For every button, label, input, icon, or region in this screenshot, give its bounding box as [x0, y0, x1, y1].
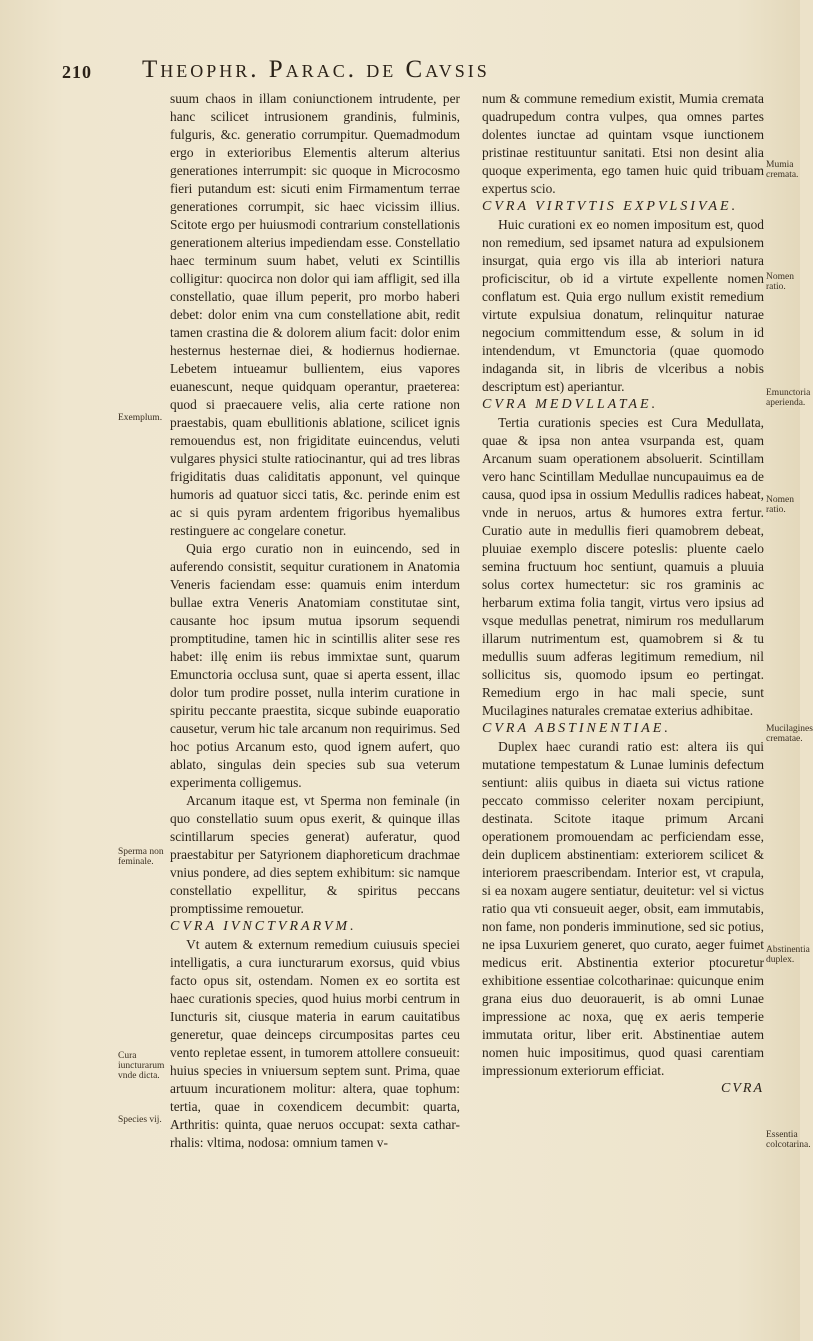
margin-note-nomen-ratio-1: Nomen ratio.: [766, 272, 794, 292]
page-number: 210: [62, 62, 92, 82]
margin-note-species: Species vij.: [118, 1115, 162, 1125]
margin-note-sperma: Sperma non feminale.: [118, 847, 164, 867]
margin-note-mucilagines: Mucilagines crematae.: [766, 724, 813, 744]
left-column: [170, 90, 460, 1152]
margin-note-emunctoria: Emunctoria aperienda.: [766, 388, 811, 408]
margin-note-essentia: Essentia colcotarina.: [766, 1130, 811, 1150]
section-heading-cura-iuncturarum: CVRA IVNCTVRARVM.: [170, 919, 357, 934]
section-heading-cura-virtutis: CVRA VIRTVTIS EXPVLSIVAE.: [482, 199, 739, 214]
catchword: CVRA: [721, 1081, 764, 1096]
left-paragraph-2: Quia ergo curatio non in euincendo, sed in auferendo consistit, sequitur curationem in Anatomia Veneris faciendam esse: quamuis enim interdum bullae extra Veneris Anatomiam constitutae sint, causante hoc ipsum mutua ipsorum sequendi promptitudine, tamen hic in scintillis aliter sese res habet: illę enim iis rebus immixtae sunt, quarum Emunctoria occlusa sunt, quae si aperta essent, illac dolor tum prodire posset, nulla interim curatione in spiritu peccante praestita, sicque subinde euaporatio causetur, verum hic tale arcanum non requirimus. Sed hoc potius Arcanum esto, quod ignem aufert, quo ablato, singulas dein species sub sua veterum experimenta colligemus.: [170, 541, 460, 790]
right-column: [482, 90, 764, 1098]
margin-note-cura-iuncturarum: Cura iuncturarum vnde dicta.: [118, 1051, 165, 1081]
section-heading-cura-medullatae: CVRA MEDVLLATAE.: [482, 397, 659, 412]
margin-note-nomen-ratio-2: Nomen ratio.: [766, 495, 794, 515]
page-header: [62, 56, 722, 88]
right-paragraph-3: Tertia curationis species est Cura Medullata, quae & ipsa non antea vsurpanda est, quam Arcanum suam operationem absoluerit. Scintillam vero hanc Scintillam Medullae nuncupauimus ea de causa, quod ipsa in ossium Medullis radices habeat, vnde in neruos, artus & humores extra fertur. Curatio aute in medullis fieri quamobrem debeat, pluuiae exemplo discere poteslis: pluente caelo semina fructuum hoc sentiunt, quamuis a pluuia solus cortex humectetur: sic ros graminis ac herbarum extima folia tangit, virtus vero ipsius ad vsque medullas penetrat, nimirum ros medullarum illarum nutrimentum est, quamobrem si & tu medullis suum adferas legitimum remedium, nil sollicitus sis, quomodo ipsum eo pertingat. Remedium ergo in hac mali specie, sunt Mucilagines naturales crematae exterius adhibitae.: [482, 415, 764, 718]
margin-note-mumia: Mumia cremata.: [766, 160, 799, 180]
right-paragraph-1: num & commune remedium existit, Mumia cremata quadrupedum contra vulpes, qua omnes partes dolentes iunctae ad quintam vsque iunctionem pristinae restituuntur sanitati. Etsi non desint alia quoque experimenta, ego tamen huic quid tribuam expertus scio.: [482, 91, 764, 196]
left-paragraph-4: Vt autem & externum remedium cuiusuis speciei intelligatis, a cura iuncturarum exorsus, quid vbius facto opus sit, ostendam. Nomen ex eo sortita est haec curationis species, quod huius morbi centrum in Iuncturis sit, ciusque materia in earum cauitatibus generetur, quae deinceps circumpositas partes ceu vento repletae essent, in tumorem attollere consueuit: huius species in vniuersum septem sunt. Prima, quae artuum incurationem molitur: altera, quae tophum: tertia, quae in coxendicem decumbit: quarta, Arthritis: quinta, quae neruos occupat: sexta cathar-rhalis: vltima, nodosa: omnium tamen v-: [170, 937, 460, 1150]
running-title: Theophr. Parac. de Cavsis: [142, 56, 490, 83]
right-paragraph-2: Huic curationi ex eo nomen impositum est, quod non remedium, sed ipsamet natura ad expulsionem insurgat, quia ergo vis illa ab interiori natura proficiscitur, ob id a virtute expellente nomen conflatum est. Quia ergo nullum existit remedium virtute expulsiua donatum, relinquitur naturae negocium committendum esse, & solum in id intendendum, vt Emunctoria (quae quomodo indaganda sit, in libris de vlceribus a nobis descriptum est) aperiantur.: [482, 217, 764, 394]
left-paragraph-1: suum chaos in illam coniunctionem intrudente, per hanc scilicet intrusionem grandinis, fulminis, fulguris, &c. generatio corrumpitur. Quemadmodum ergo in exterioribus Elementis alterum alterius generationes interrumpit: sic quoque in Microcosmo fieri putandum est: sicuti enim Firmamentum terrae generationes corrumpit, sic haec vicissim illius. Scitote ergo per huiusmodi contrarium constellationis generationem alterius impediendam esse. Constellatio haec terminum suum habet, veluti ex Scintillis colligitur: quocirca non dolor qui iam affligit, sed illa constellatio, quae illum peperit, pro morbo haberi debet: dolor enim vna cum constellatione abit, redit tamen crastina die & dolorem alium facit: dolor enim hesternus hesternae diei, & hodiernus hodiernae. Lebetem intueamur bullientem, eius vapores euanescunt, neque quidquam operantur, praeterea: quod si praecauere velis, alia certe ratione non praestabis, quam ebullitionis ablatione, scilicet ignis remouendus est, non frigiditate euincendus, veluti vulgares physici stulte ratiocinantur, qui ad tres libras frigiditatis duas caliditatis apponunt, vel quinque humoris ad quatuor sicci tatis, &c. perinde enim est ac si quis pyram ardentem frigoribus hyemalibus restinguere ac congelare conetur.: [170, 91, 460, 538]
margin-note-abstinentia: Abstinentia duplex.: [766, 945, 810, 965]
right-paragraph-4: Duplex haec curandi ratio est: altera iis qui mutatione tempestatum & Lunae luminis defectum sentiunt: aliis quibus in diaeta sui victus ratione peccato commisso celeriter noxam percipiunt, destinata. Scitote itaque primum Arcani operationem promouendam ac perficiendam esse, dein duplicem abstinentiam: exteriorem scilicet & interiorem praescribendam. Interior est, vt crapula, si ea noxam augere sentiatur, deuitetur: vel si victus ratio qua vti consueuit aeger, obsit, eam immutabis, non fame, non ponderis imminutione, sed sic potius, ne ipsa Luxuriem generet, quo curato, aeger fuimet medicus erit. Abstinentia exterior ptocuretur exhibitione essentiae colcotharinae: quicunque enim grana eius duo deuorauerit, is ab omni Lunae impressione ac noxa, quę ex aeris temperie immutata oritur, liber erit. Abstinentiae autem nomen huic impositimus, quod quasi carentiam impressionum exteriorum efficiat.: [482, 739, 764, 1078]
section-heading-cura-abstinentiae: CVRA ABSTINENTIAE.: [482, 721, 671, 736]
margin-note-exemplum: Exemplum.: [118, 413, 163, 423]
left-paragraph-3: Arcanum itaque est, vt Sperma non feminale (in quo constellatio suum opus exerit, & quinque illas scintillarum species generat) auferatur, quod praestabitur per Satyrionem diaphoreticum drachmae vnius pondere, ad dies septem exhibitum: sic namque constellatio expellitur, & spiritus peccans promptissime remouetur.: [170, 793, 460, 916]
